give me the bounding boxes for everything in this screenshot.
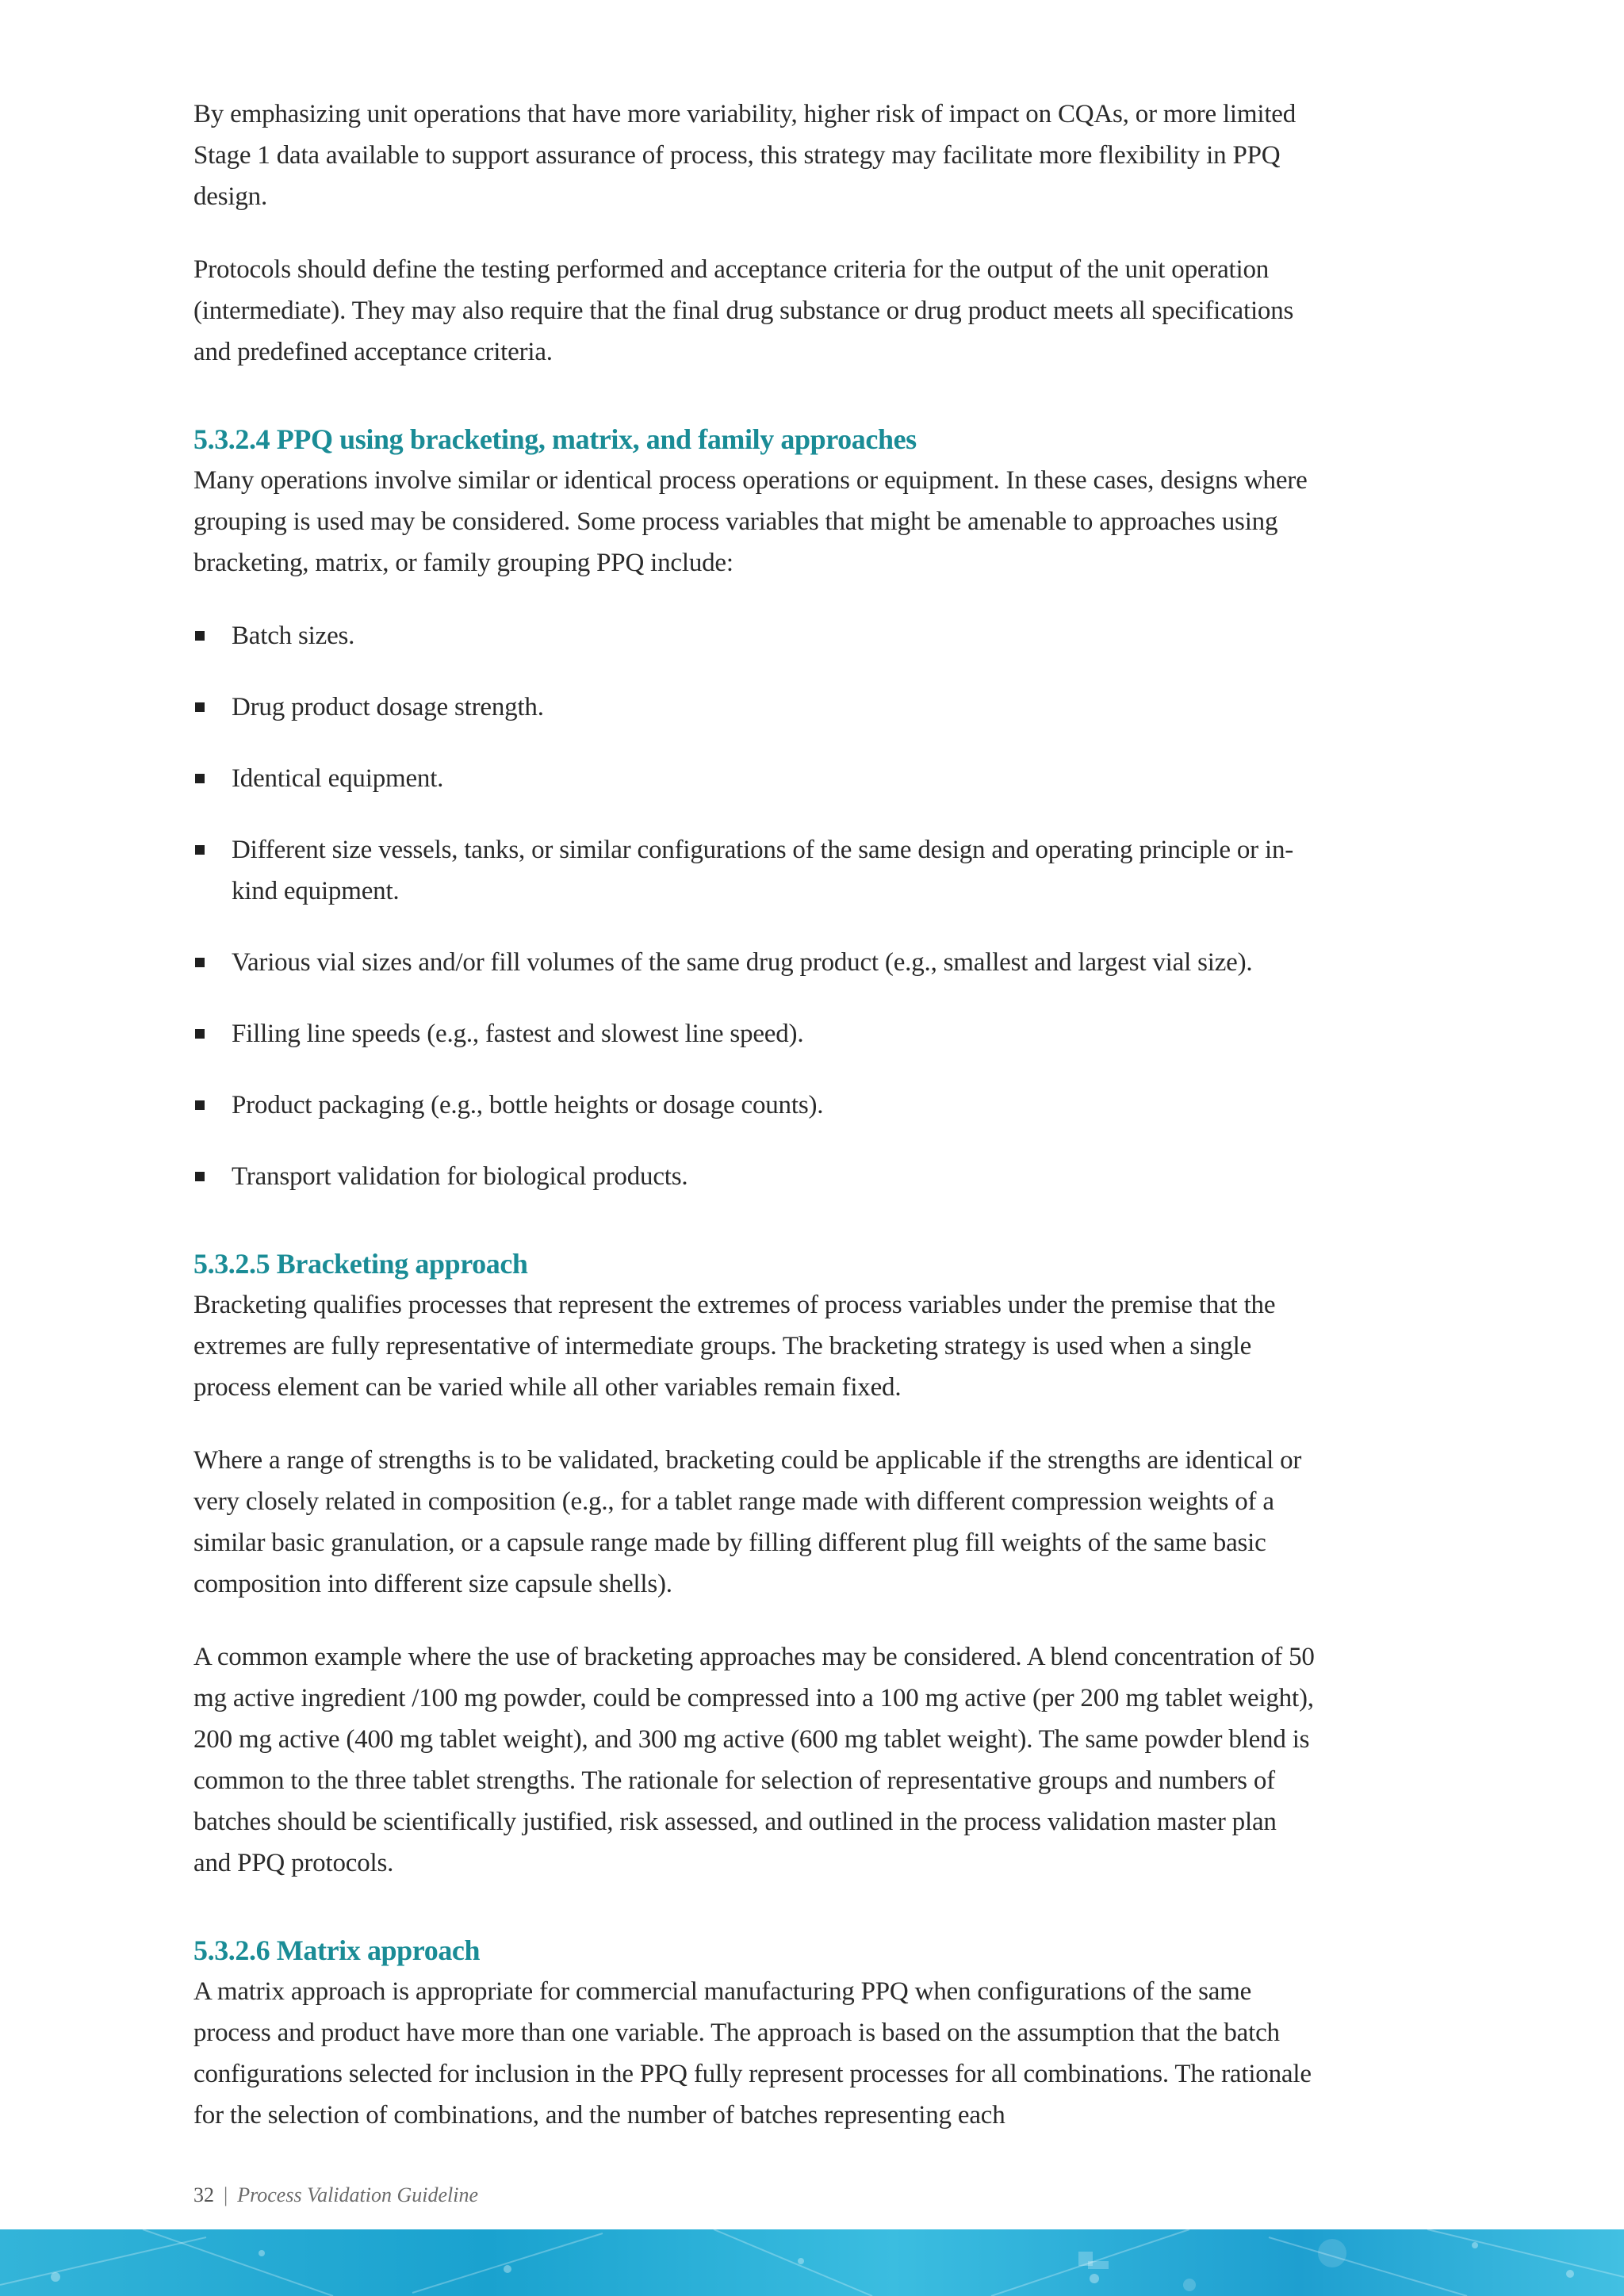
section-heading: 5.3.2.4 PPQ using bracketing, matrix, and family approaches (193, 423, 917, 455)
page-number: 32 (193, 2183, 214, 2206)
section-paragraph: A common example where the use of bracketing approaches may be considered. A blend concentration of 50 mg active ingredient /100 mg powder, could be compressed into a 100 mg active (per 200 mg tablet weight), 200 mg active (400 mg tablet weight), and 300 mg active (600 mg tablet weight). The same powder blend is common to the three tablet strengths. The rationale for selection of representative groups and numbers of batches should be scientifically justified, risk assessed, and outlined in the process validation master plan and PPQ protocols. (193, 1643, 1315, 1877)
list-item: Different size vessels, tanks, or similar configurations of the same design and operating principle or in-kind equipment. (193, 829, 1320, 912)
section-paragraph: Bracketing qualifies processes that represent the extremes of process variables under the premise that the extremes are fully representative of intermediate groups. The bracketing strategy is used when a single process element can be varied while all other variables remain fixed. (193, 1291, 1276, 1402)
list-item: Transport validation for biological products. (193, 1156, 1320, 1197)
intro-paragraph-1: By emphasizing unit operations that have more variability, higher risk of impact on CQAs, or more limited Stage 1 data available to support assurance of process, this strategy may facilitate more flexibility in PPQ design. (193, 100, 1297, 211)
bullet-icon (195, 631, 205, 641)
bullet-icon (195, 1029, 205, 1039)
banner-decoration (0, 2229, 1624, 2296)
section-paragraph: Where a range of strengths is to be validated, bracketing could be applicable if the strengths are identical or very closely related in composition (e.g., for a tablet range made with different compression weights of a similar basic granulation, or a capsule range made by filling different plug fill weights of the same basic composition into different size capsule shells). (193, 1446, 1302, 1598)
bullet-icon (195, 958, 205, 967)
section-5-3-2-4 (193, 419, 1320, 1197)
bullet-icon (195, 702, 205, 712)
bullet-list (193, 615, 1320, 1197)
list-item: Batch sizes. (193, 615, 1320, 656)
document-title: Process Validation Guideline (237, 2183, 478, 2206)
list-item: Various vial sizes and/or fill volumes of the same drug product (e.g., smallest and largest vial size). (193, 942, 1320, 983)
page-footer (193, 2183, 478, 2207)
section-paragraph: A matrix approach is appropriate for commercial manufacturing PPQ when configurations of the same process and product have more than one variable. The approach is based on the assumption that the batch configurations selected for inclusion in the PPQ fully represent processes for all combinations. The rationale for the selection of combinations, and the number of batches representing each (193, 1977, 1312, 2130)
intro-paragraph-2: Protocols should define the testing performed and acceptance criteria for the output of the unit operation (intermediate). They may also require that the final drug substance or drug product meets all specifications and predefined acceptance criteria. (193, 255, 1294, 366)
page-content (193, 94, 1320, 2168)
section-heading: 5.3.2.5 Bracketing approach (193, 1248, 528, 1280)
list-item: Filling line speeds (e.g., fastest and slowest line speed). (193, 1013, 1320, 1054)
list-item: Identical equipment. (193, 758, 1320, 799)
section-5-3-2-6 (193, 1930, 1320, 2136)
section-5-3-2-5 (193, 1243, 1320, 1884)
bullet-icon (195, 845, 205, 855)
bullet-icon (195, 1100, 205, 1110)
section-heading: 5.3.2.6 Matrix approach (193, 1934, 481, 1966)
section-paragraph: Many operations involve similar or identical process operations or equipment. In these cases, designs where grouping is used may be considered. Some process variables that might be amenable to approaches using bracketing, matrix, or family grouping PPQ include: (193, 466, 1308, 577)
list-item: Product packaging (e.g., bottle heights or dosage counts). (193, 1085, 1320, 1126)
footer-banner (0, 2229, 1624, 2296)
list-item: Drug product dosage strength. (193, 687, 1320, 728)
bullet-icon (195, 1172, 205, 1181)
footer-separator: | (224, 2183, 228, 2206)
bullet-icon (195, 774, 205, 783)
